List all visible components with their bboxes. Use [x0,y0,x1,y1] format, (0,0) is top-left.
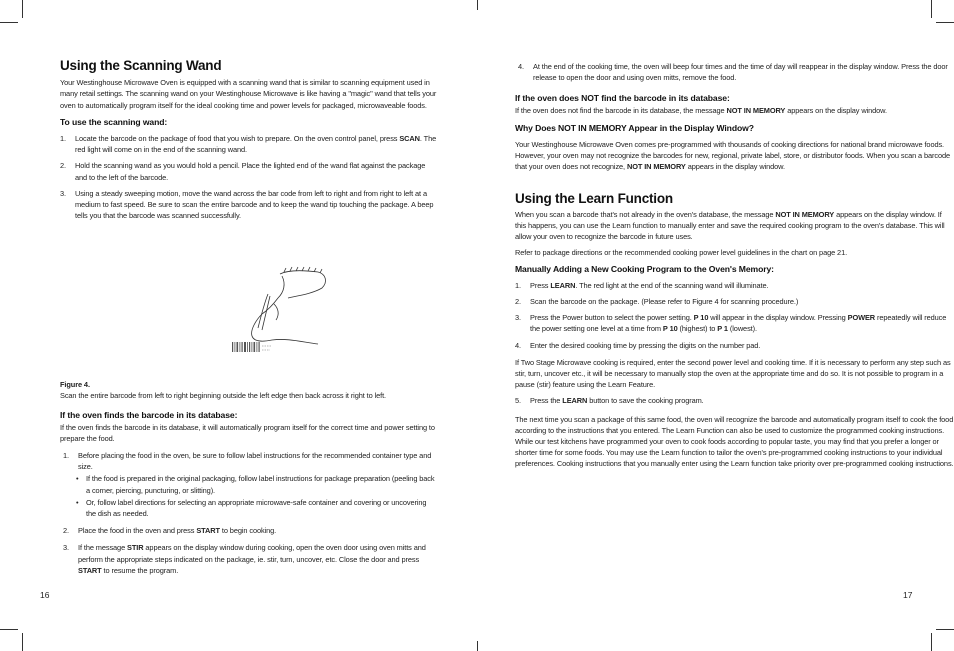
why-heading: Why Does NOT IN MEMORY Appear in the Display Window? [515,122,754,133]
bullet-icon: • [76,474,79,484]
bullet-text: If the food is prepared in the original packaging, follow label instructions for package preparation (peeling back a corner, piercing, puncturing, or slitting). [86,474,435,495]
step-number: 4. [518,62,524,71]
two-stage-text: If Two Stage Microwave cooking is required, enter the second power level and cooking time. If it is necessary to perform any step such as stir, turn, uncover etc., it will be necessary to manually stop the oven at the appropriate time and do so. It is not possible to program in a pause (stir) feature using the Learn Feature. [515,357,951,390]
start-keyword: START [196,526,220,536]
step-number: 3. [63,543,69,553]
step-text: Press [530,280,551,290]
step-number: 1. [515,280,521,290]
not-in-memory-keyword: NOT IN MEMORY [775,209,835,219]
stir-keyword: STIR [127,543,144,553]
bullet-icon: • [76,497,79,507]
step-number: 2. [63,526,69,536]
scan-keyword: SCAN [399,134,420,144]
figure-label: Figure 4. [60,380,90,389]
not-find-heading: If the oven does NOT find the barcode in its database: [515,93,730,104]
step-text: repeatedly will reduce the power setting one level at a time from [530,313,947,334]
step-text: to begin cooking. [219,526,277,536]
refer-text: Refer to package directions or the recommended cooking power level guidelines in the chart on page 21. [515,248,848,258]
body-text: Your Westinghouse Microwave Oven comes pre-programmed with thousands of cooking directions for national brand microwave foods. However, your oven may not recognize the barcodes for new, regional, private label, store, or distributor foods. When you scan a barcode that your oven does not recognize, [515,140,951,172]
not-in-memory-keyword: NOT IN MEMORY [726,105,786,115]
step-text: If the message [78,543,128,553]
crop-mark [936,22,954,23]
intro-paragraph: Your Westinghouse Microwave Oven is equipped with a scanning wand that is similar to scanning equipment used in many retail settings. The scanning wand on your Westinghouse Microwave is like having a "magic" wand that tells your oven to automatically program itself for the ideal cooking time and power levels for packaged, microwaveable foods. [60,78,437,110]
figure-caption-block [60,379,438,576]
step-number: 3. [60,188,66,198]
body-text: When you scan a barcode that's not already in the oven's database, the message [515,209,776,219]
crop-mark [936,629,954,630]
learn-keyword: LEARN [550,280,576,290]
body-text: appears in the display window. [685,162,785,172]
body-text: appears on the display window. [785,105,887,115]
step-text: (highest) to [677,324,718,334]
package-bullet-2 [76,497,438,519]
learn-step-2 [515,296,954,307]
finds-step-3 [63,542,438,576]
body-text: If the oven does not find the barcode in its database, the message [515,105,727,115]
step-text: will appear in the display window. Pressing [708,313,848,323]
step-number: 3. [515,313,521,323]
learn-step-5 [515,395,954,406]
finds-barcode-heading: If the oven finds the barcode in its database: [60,410,238,421]
step-text: . The red light at the end of the scanning wand will illuminate. [575,280,769,290]
package-bullet-1 [76,473,438,495]
closing-text: The next time you scan a package of this same food, the oven will recognize the barcode and automatically program itself to cook the food according to the instructions that you entered. The Learn Function can also be used to customize the programmed cooking instructions. While our test kitchens have programmed your oven to cook foods according to popular taste, you may find that you prefer a longer or shorter time for some foods. You may use the Learn function to tailor the oven's pre-programmed cooking instructions to your individual preferences. Cooking instructions that you manually enter using the Learn function take priority over pre-programmed cooking instructions. [515,414,954,469]
learn-step-3 [515,312,954,334]
crop-mark [931,0,932,18]
finds-step-4 [518,61,954,83]
step-text: button to save the cooking program. [587,396,704,406]
step-number: 1. [60,134,66,144]
not-find-text [515,105,954,116]
p10-keyword: P 10 [693,313,709,323]
finds-step-2 [63,525,438,536]
step-text: Enter the desired cooking time by pressing the digits on the number pad. [530,340,761,350]
finds-step-1 [63,450,438,472]
step-text: Locate the barcode on the package of food that you wish to prepare. On the oven control panel, press [75,134,400,144]
crop-mark [477,641,478,651]
learn-keyword: LEARN [562,396,588,406]
p1-keyword: P 1 [717,324,728,334]
wand-step-1 [60,133,438,155]
step-number: 2. [515,297,521,307]
step-text: appears on the display window during cooking, open the oven door using oven mitts and perform the appropriate steps indicated on the package, ie. stir, turn, uncover, etc. Close the door and press [78,543,426,564]
p10-keyword: P 10 [662,324,678,334]
learn-section-title: Using the Learn Function [515,190,673,206]
step-text: Place the food in the oven and press [78,526,197,536]
scanning-section [60,60,438,221]
step-number: 2. [60,161,66,171]
start-keyword: START [78,565,102,575]
section-title: Using the Scanning Wand [60,58,222,73]
page-number: 17 [903,590,913,600]
bullet-text: Or, follow label directions for selecting an appropriate microwave-safe container and covering or uncovering the dish as needed. [86,497,427,519]
learn-intro [515,209,954,243]
right-column [515,61,954,470]
step-number: 4. [515,340,521,350]
step-text: (lowest). [727,324,757,334]
power-keyword: POWER [847,313,876,323]
why-text [515,139,954,173]
use-wand-heading: To use the scanning wand: [60,116,168,127]
step-text: At the end of the cooking time, the oven will beep four times and the time of day will reappear in the display window. Press the door release to open the door and using oven mitts, remove the food. [533,62,948,83]
not-in-memory-keyword: NOT IN MEMORY [626,162,686,172]
step-number: 5. [515,396,521,406]
step-text: Using a steady sweeping motion, move the wand across the bar code from left to right and from right to left at a medium to fast speed. Be sure to scan the entire barcode and to keep the wand tip touching the package. A beep tells you that the barcode was scanned successfully. [75,188,434,221]
step-text: to resume the program. [101,565,179,575]
figure-caption: Scan the entire barcode from left to right beginning outside the left edge then back across it right to left. [60,391,386,401]
page-number: 16 [40,590,50,600]
step-text: Press the [530,396,563,406]
step-text: Press the Power button to select the power setting. [530,313,694,323]
wand-step-2 [60,160,438,182]
step-text: . The red light will come on in the end of the scanning wand. [75,134,437,155]
crop-mark [477,0,478,10]
step-text: Scan the barcode on the package. (Please refer to Figure 4 for scanning procedure.) [530,297,799,307]
body-text: appears on the display window. If this happens, you can use the Learn function to manually enter and save the required cooking program to the oven's database. This will allow your oven to recognize the barcode in future uses. [515,209,945,242]
step-text: Hold the scanning wand as you would hold a pencil. Place the lighted end of the wand flat against the package and to the left of the barcode. [75,161,426,182]
learn-step-1 [515,280,954,291]
wand-step-3 [60,188,438,222]
learn-step-4 [515,340,954,351]
crop-mark [931,633,932,651]
step-number: 1. [63,451,69,461]
manual-add-heading: Manually Adding a New Cooking Program to the Oven's Memory: [515,263,774,274]
step-text: Before placing the food in the oven, be sure to follow label instructions for the recommended container type and size. [78,451,432,472]
scanning-hand-illustration [232,264,332,364]
finds-intro: If the oven finds the barcode in its database, it will automatically program itself for the correct time and power setting to prepare the food. [60,422,435,443]
